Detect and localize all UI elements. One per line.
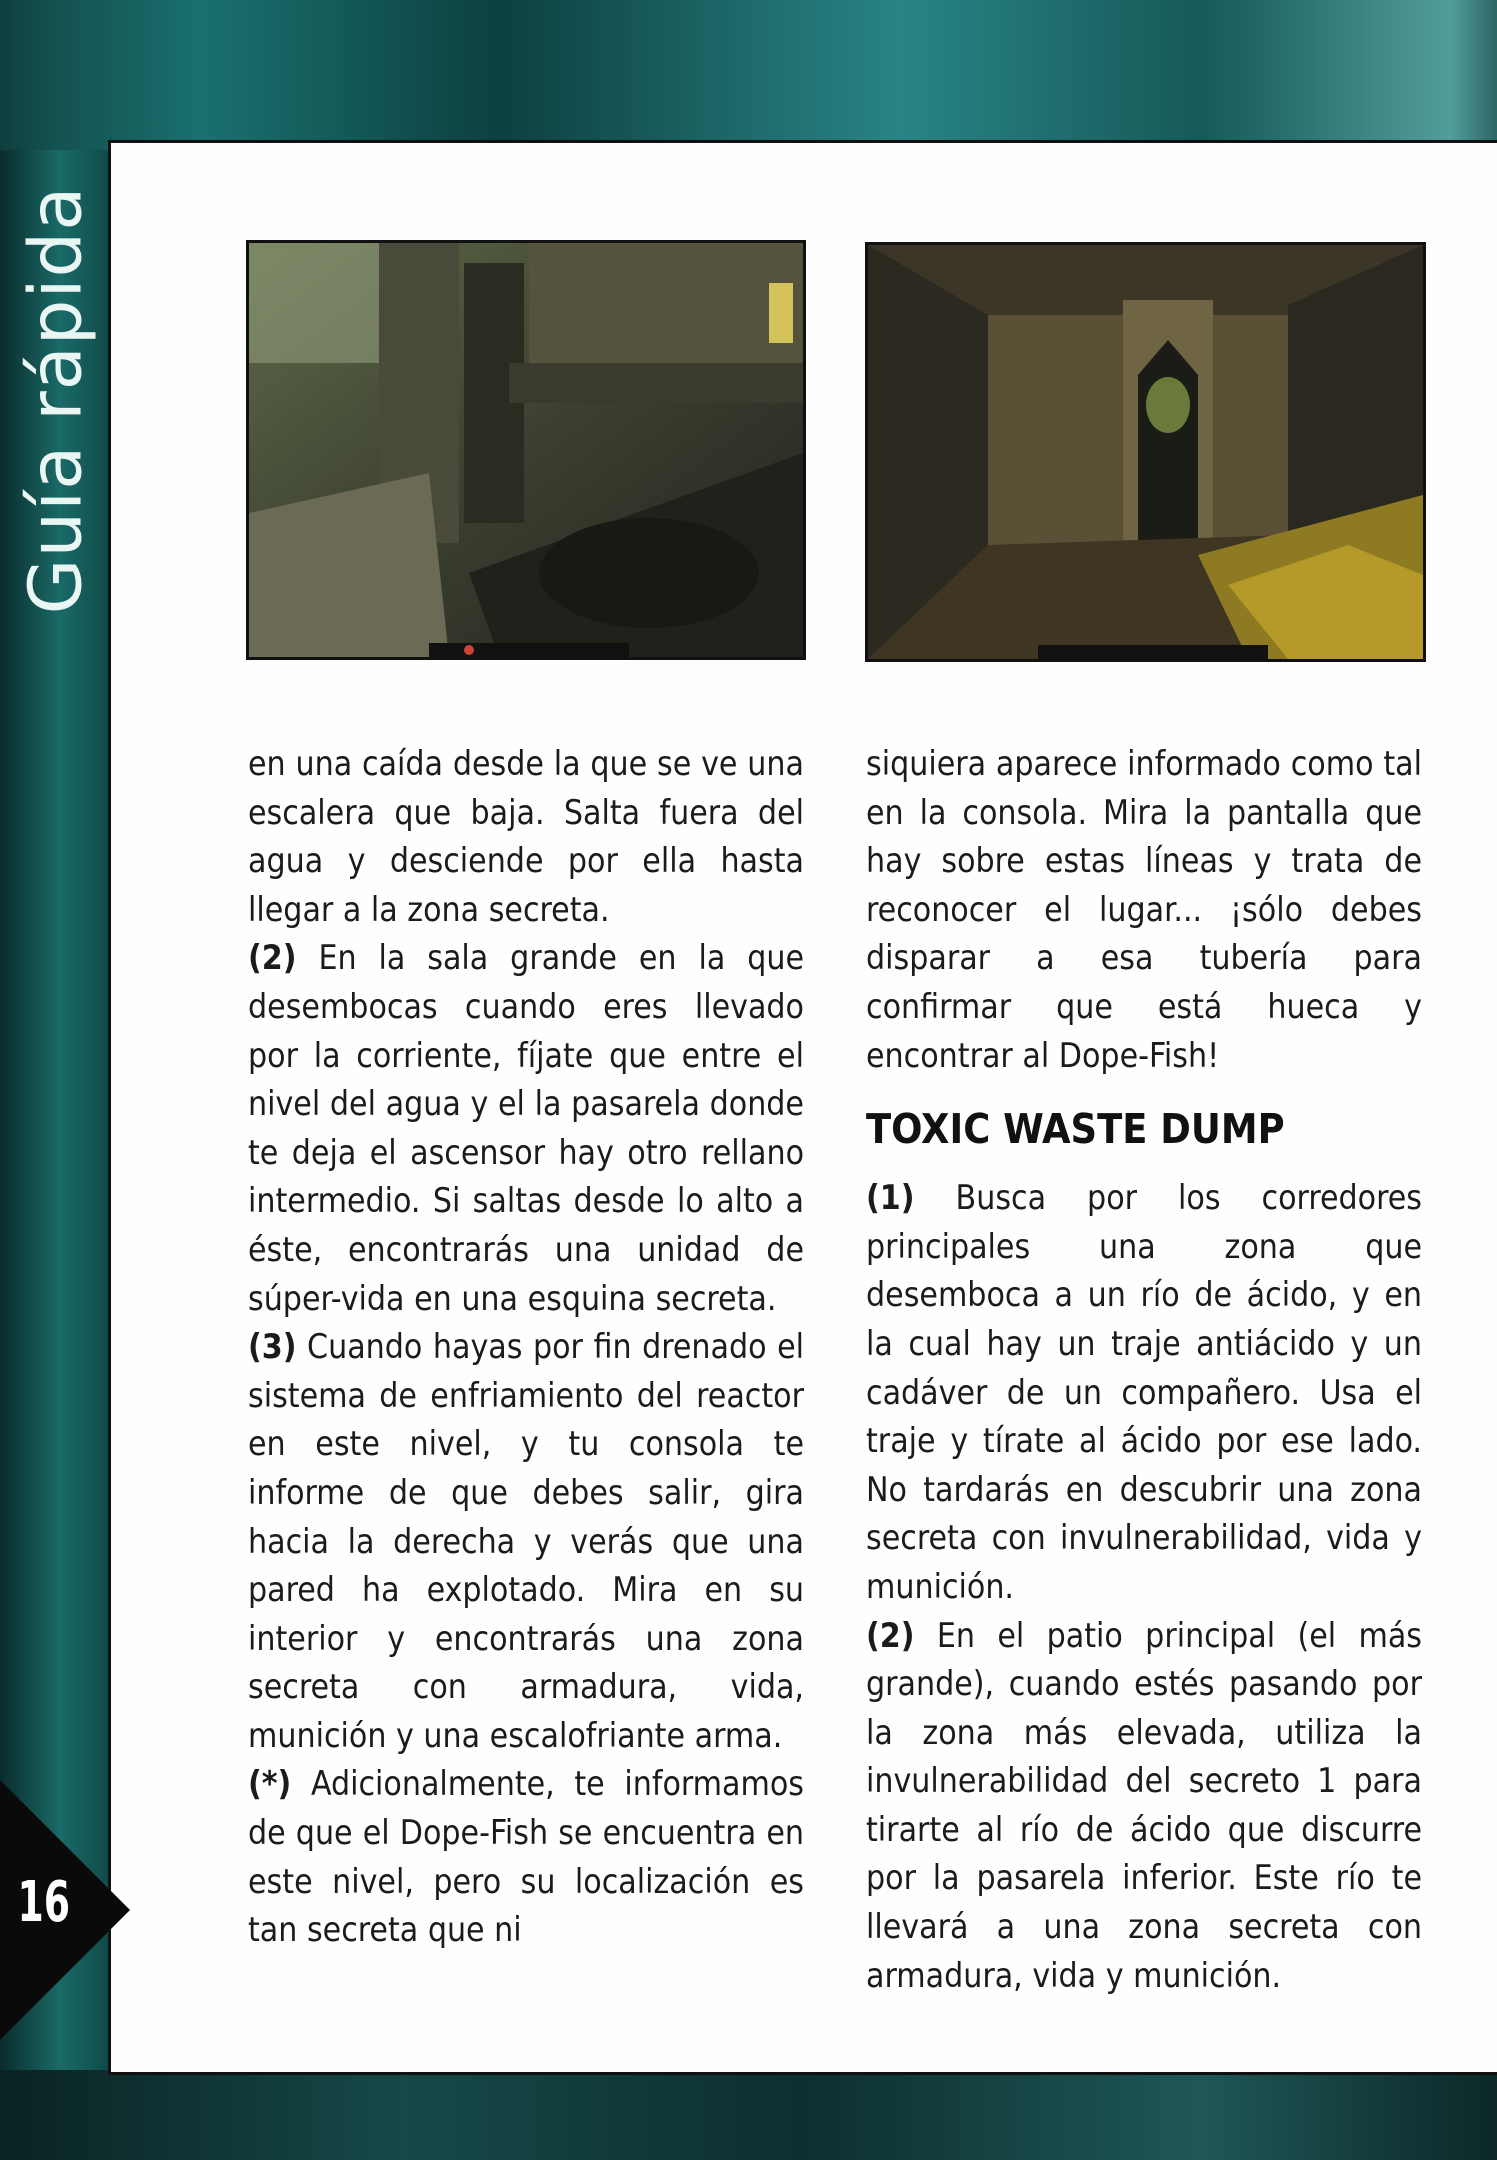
left-paragraph-1 [248, 934, 804, 1323]
right-paragraph-1 [866, 1174, 1422, 1611]
top-banner [0, 0, 1497, 150]
screenshot-flooded-room [246, 240, 806, 660]
side-title: Guía rápida [13, 185, 98, 615]
left-paragraph-1-text: En la sala grande en la que desembocas cuando eres llevado por la corriente, fíjate que entre el nivel del agua y el la pasarela donde te deja el ascensor hay otro rellano intermedio. Si saltas desde lo alto a éste, encontrarás una unidad de súper-vida en una esquina secreta. [248, 938, 804, 1318]
page-number: 16 [17, 1870, 71, 1935]
screenshot-corridor-weapon [865, 242, 1426, 662]
section-title: TOXIC WASTE DUMP [866, 1105, 1285, 1154]
bottom-banner [0, 2070, 1497, 2160]
secret-number-star: (*) [248, 1764, 292, 1804]
right-paragraph-0: siquiera aparece informado como tal en la consola. Mira la pantalla que hay sobre estas líneas y trata de reconocer el lugar... ¡sólo debes disparar a esa tubería para confirmar que está hueca y encontrar al Dope-Fish! [866, 744, 1422, 1075]
secret-number-3: (3) [248, 1327, 297, 1367]
right-paragraph-2-text: En el patio principal (el más grande), cuando estés pasando por la zona más elevada, utiliza la invulnerabilidad del secreto 1 para tirarte al río de ácido que discurre por la pasarela inferior. Este río te llevará a una zona secreta con armadura, vida y munición. [866, 1615, 1422, 1995]
left-paragraph-2-text: Cuando hayas por fin drenado el sistema de enfriamiento del reactor en este nivel, y tu consola te informe de que debes salir, gira hacia la derecha y verás que una pared ha explotado. Mira en su interior y encontrarás una zona secreta con armadura, vida, munición y una escalofriante arma. [248, 1327, 804, 1755]
side-title-container [5, 140, 105, 660]
right-paragraph-2 [866, 1612, 1422, 2001]
left-paragraph-0: en una caída desde la que se ve una escalera que baja. Salta fuera del agua y desciende por ella hasta llegar a la zona secreta. [248, 744, 804, 929]
right-paragraph-1-text: Busca por los corredores principales una zona que desemboca a un río de ácido, y en la cual hay un traje antiácido y un cadáver de un compañero. Usa el traje y tírate al ácido por ese lado. No tardarás en descubrir una zona secreta con invulnerabilidad, vida y munición. [866, 1178, 1422, 1606]
left-paragraph-3-text: Adicionalmente, te informamos de que el Dope-Fish se encuentra en este nivel, pero su localización es tan secreta que ni [248, 1764, 804, 1950]
secret-number-2: (2) [248, 938, 297, 978]
secret-number-1: (1) [866, 1178, 915, 1218]
right-column [866, 740, 1422, 2000]
secret-number-2b: (2) [866, 1615, 915, 1655]
left-paragraph-2 [248, 1323, 804, 1760]
left-column [248, 740, 804, 1955]
left-paragraph-3 [248, 1760, 804, 1954]
